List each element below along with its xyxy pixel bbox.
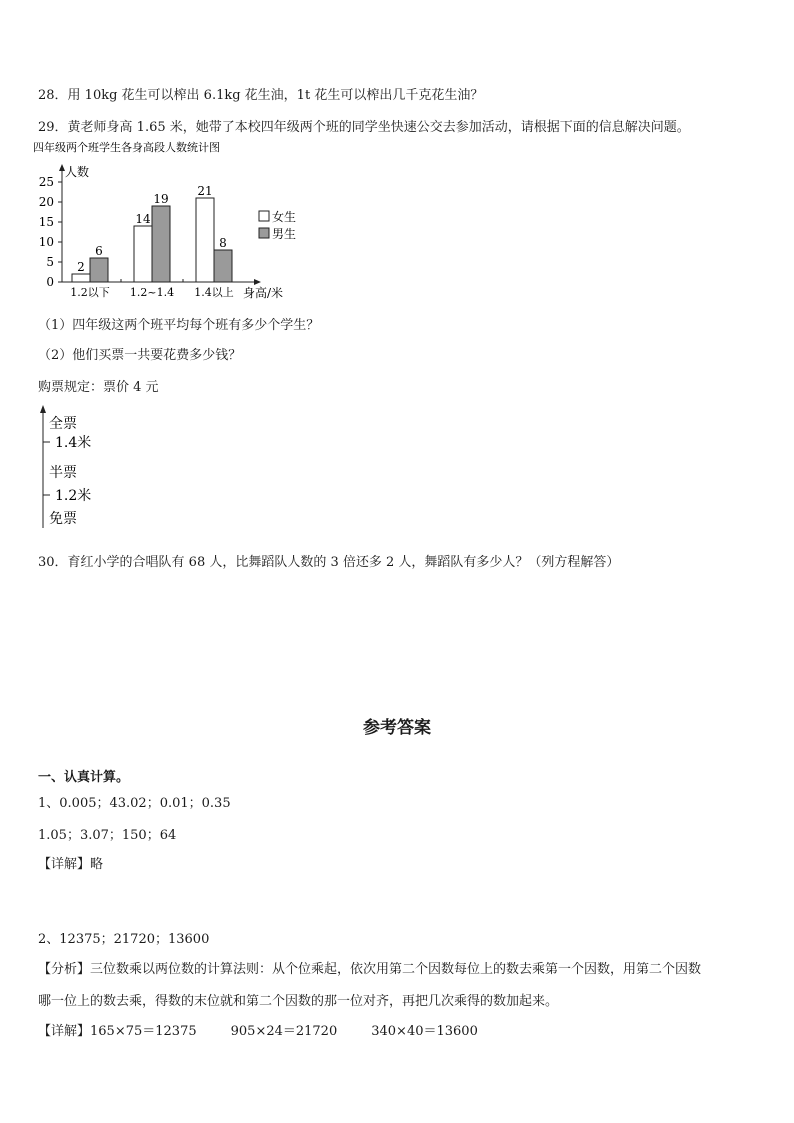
ticket-half-label: 半票	[49, 465, 77, 481]
answers-section-1: 一、认真计算。	[38, 770, 130, 785]
ticket-mark-low: 1.2米	[55, 488, 92, 504]
bar-value-label: 14	[135, 212, 151, 226]
question-28: 28．用 10kg 花生可以榨出 6.1kg 花生油，1t 花生可以榨出几千克花生油？	[38, 88, 484, 103]
bar	[72, 274, 90, 282]
bar	[196, 198, 214, 282]
answer-1-detail: 【详解】略	[38, 857, 104, 872]
answer-2-detail-label: 【详解】	[38, 1024, 91, 1039]
bar	[152, 206, 170, 282]
ticket-free-label: 免票	[49, 511, 77, 527]
answer-1-line-2: 1.05；3.07；150；64	[38, 828, 177, 843]
y-tick-label: 15	[38, 215, 54, 229]
bar	[214, 250, 232, 282]
question-29: 29．黄老师身高 1.65 米，她带了本校四年级两个班的同学坐快速公交去参加活动，请根据下面的信息解决问题。	[38, 120, 690, 135]
chart-title: 四年级两个班学生各身高段人数统计图	[33, 141, 220, 154]
bar-value-label: 19	[153, 192, 169, 206]
legend-label-male: 男生	[272, 227, 297, 241]
question-29-sub-1: （1）四年级这两个班平均每个班有多少个学生？	[38, 318, 320, 333]
ticket-axis-arrow	[40, 405, 46, 413]
height-bar-chart	[30, 140, 310, 305]
answer-2-detail-expr-1: 165×75＝12375	[90, 1024, 197, 1039]
y-axis-label: 人数	[65, 165, 90, 179]
answer-1-line-1: 1、0.005；43.02；0.01；0.35	[38, 796, 231, 811]
ticket-mark-high: 1.4米	[55, 435, 92, 451]
legend-label-female: 女生	[272, 210, 297, 224]
ticket-rule: 购票规定：票价 4 元	[38, 380, 159, 395]
x-axis-label: 身高/米	[243, 286, 284, 300]
ticket-diagram	[36, 404, 126, 532]
bar	[90, 258, 108, 282]
bar-value-label: 6	[95, 244, 103, 258]
legend-swatch-male	[259, 228, 269, 238]
question-29-sub-2: （2）他们买票一共要花费多少钱？	[38, 348, 242, 363]
x-tick-label: 1.2~1.4	[129, 286, 175, 299]
answer-2-line-1: 2、12375；21720；13600	[38, 932, 210, 947]
answer-2-analysis-2: 哪一位上的数去乘，得数的末位就和第二个因数的那一位对齐，再把几次乘得的数加起来。	[38, 994, 559, 1009]
question-30: 30．育红小学的合唱队有 68 人，比舞蹈队人数的 3 倍还多 2 人，舞蹈队有多少人？（列方程解答）	[38, 555, 620, 570]
bar-value-label: 8	[219, 236, 227, 250]
legend-swatch-female	[259, 211, 269, 221]
y-tick-label: 20	[38, 195, 54, 209]
y-tick-label: 5	[46, 255, 54, 269]
answer-2-detail-expr-2: 905×24＝21720	[230, 1024, 338, 1039]
y-tick-label: 25	[38, 175, 54, 189]
y-tick-label: 10	[38, 235, 54, 249]
answer-2-detail	[38, 1020, 478, 1039]
bar-value-label: 2	[77, 260, 85, 274]
y-tick-label: 0	[46, 275, 54, 289]
bar	[134, 226, 152, 282]
x-axis-arrow	[254, 279, 261, 285]
answer-2-detail-expr-3: 340×40＝13600	[371, 1024, 478, 1039]
x-tick-label: 1.2以下	[70, 286, 110, 299]
answer-2-analysis-1: 【分析】三位数乘以两位数的计算法则：从个位乘起，依次用第二个因数每位上的数去乘第一个因数，用第二个因数	[38, 962, 702, 977]
bar-value-label: 21	[197, 184, 213, 198]
x-tick-label: 1.4以上	[194, 286, 234, 299]
answers-title: 参考答案	[363, 718, 431, 738]
ticket-full-label: 全票	[49, 416, 77, 432]
